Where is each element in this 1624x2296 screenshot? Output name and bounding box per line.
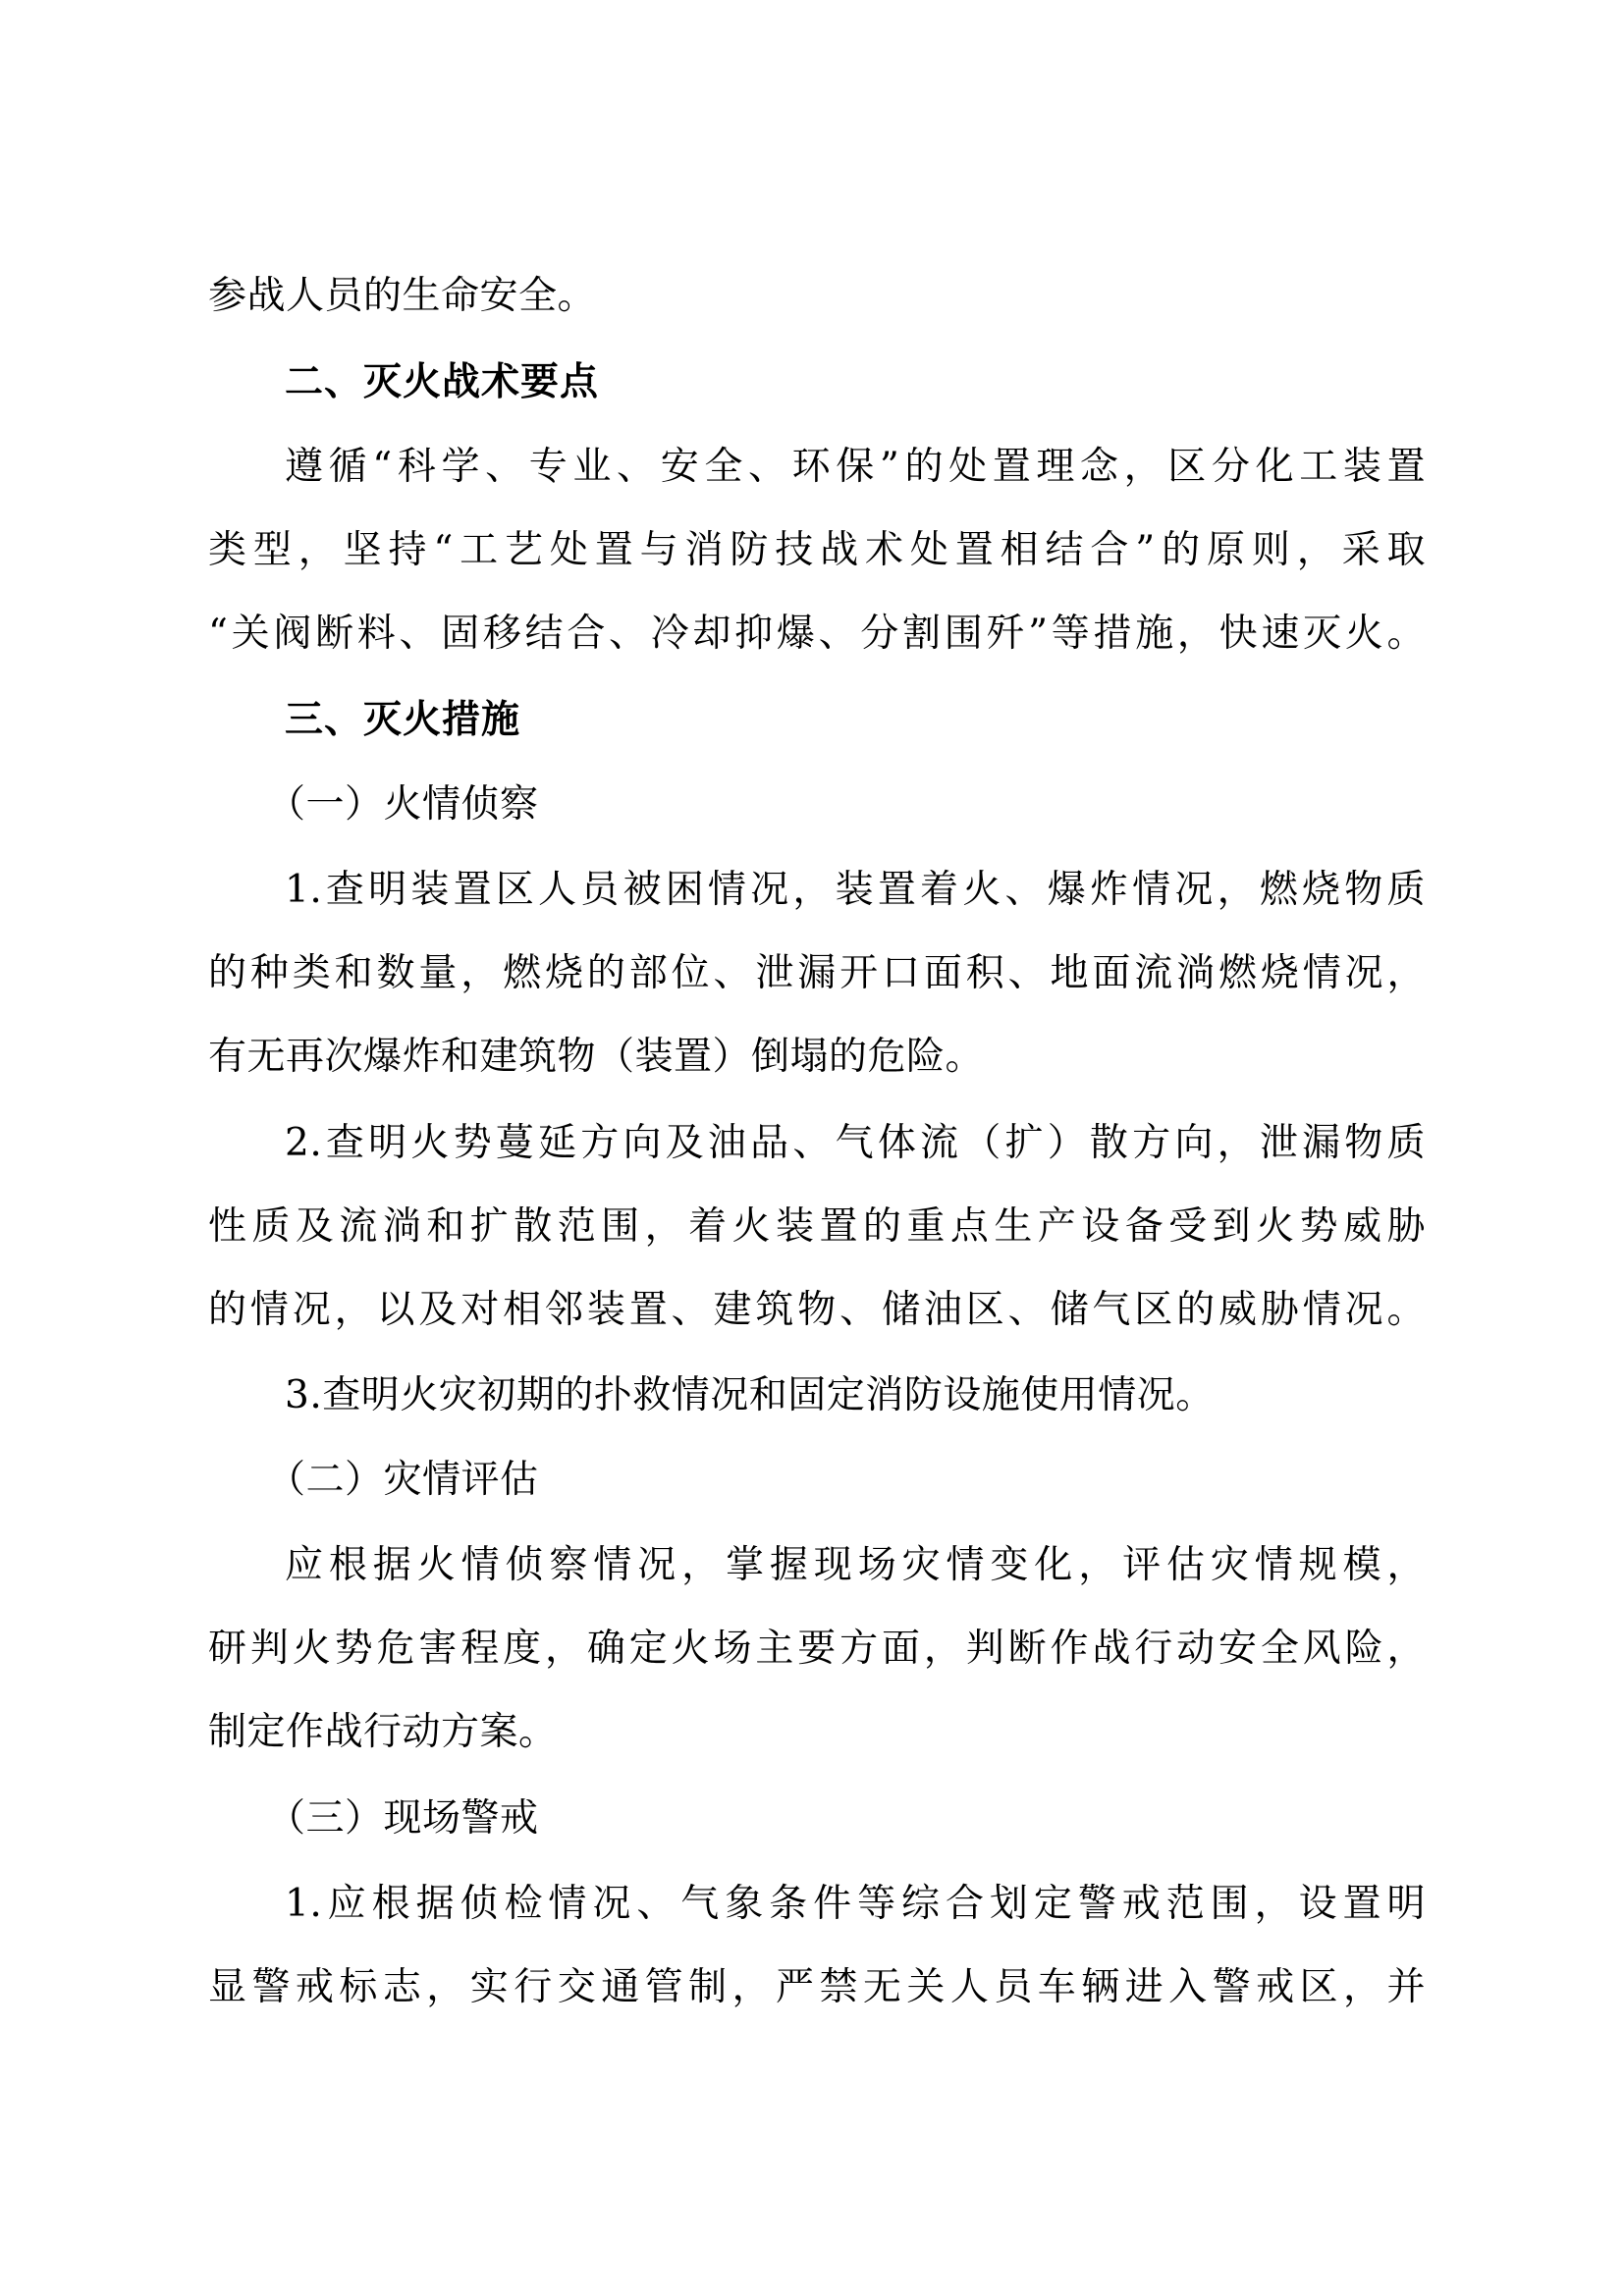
section-heading-3: 三、灭火措施 [285,698,521,742]
item-1-line-3: 有无再次爆炸和建筑物（装置）倒塌的危险。 [208,1035,985,1079]
item-2-line-2: 性质及流淌和扩散范围，着火装置的重点生产设备受到火势威胁 [208,1204,1426,1249]
subsection-heading-assessment: （二）灾情评估 [267,1458,539,1502]
item-2-line-1: 2.查明火势蔓延方向及油品、气体流（扩）散方向，泄漏物质 [285,1121,1426,1165]
cordon-item-1-line-1: 1.应根据侦检情况、气象条件等综合划定警戒范围，设置明 [285,1882,1426,1926]
cordon-item-1-line-2: 显警戒标志，实行交通管制，严禁无关人员车辆进入警戒区，并 [208,1965,1426,2009]
paragraph-line-continuation: 参战人员的生命安全。 [208,274,597,318]
paragraph-tactics-line-3: “关阀断料、固移结合、冷却抑爆、分割围歼”等措施，快速灭火。 [208,612,1426,656]
paragraph-assessment-line-1: 应根据火情侦察情况，掌握现场灾情变化，评估灾情规模， [285,1543,1426,1587]
item-3-line-1: 3.查明火灾初期的扑救情况和固定消防设施使用情况。 [285,1373,1215,1417]
section-heading-2: 二、灭火战术要点 [285,360,600,404]
item-2-line-3: 的情况，以及对相邻装置、建筑物、储油区、储气区的威胁情况。 [208,1288,1426,1332]
subsection-heading-cordon: （三）现场警戒 [267,1796,539,1841]
paragraph-tactics-line-2: 类型，坚持“工艺处置与消防技战术处置相结合”的原则，采取 [208,528,1426,572]
paragraph-assessment-line-2: 研判火势危害程度，确定火场主要方面，判断作战行动安全风险， [208,1627,1426,1671]
item-1-line-1: 1.查明装置区人员被困情况，装置着火、爆炸情况，燃烧物质 [285,868,1426,912]
paragraph-tactics-line-1: 遵循“科学、专业、安全、环保”的处置理念，区分化工装置 [285,445,1426,489]
item-1-line-2: 的种类和数量，燃烧的部位、泄漏开口面积、地面流淌燃烧情况， [208,951,1426,995]
paragraph-assessment-line-3: 制定作战行动方案。 [208,1710,558,1754]
subsection-heading-recon: （一）火情侦察 [267,782,539,827]
